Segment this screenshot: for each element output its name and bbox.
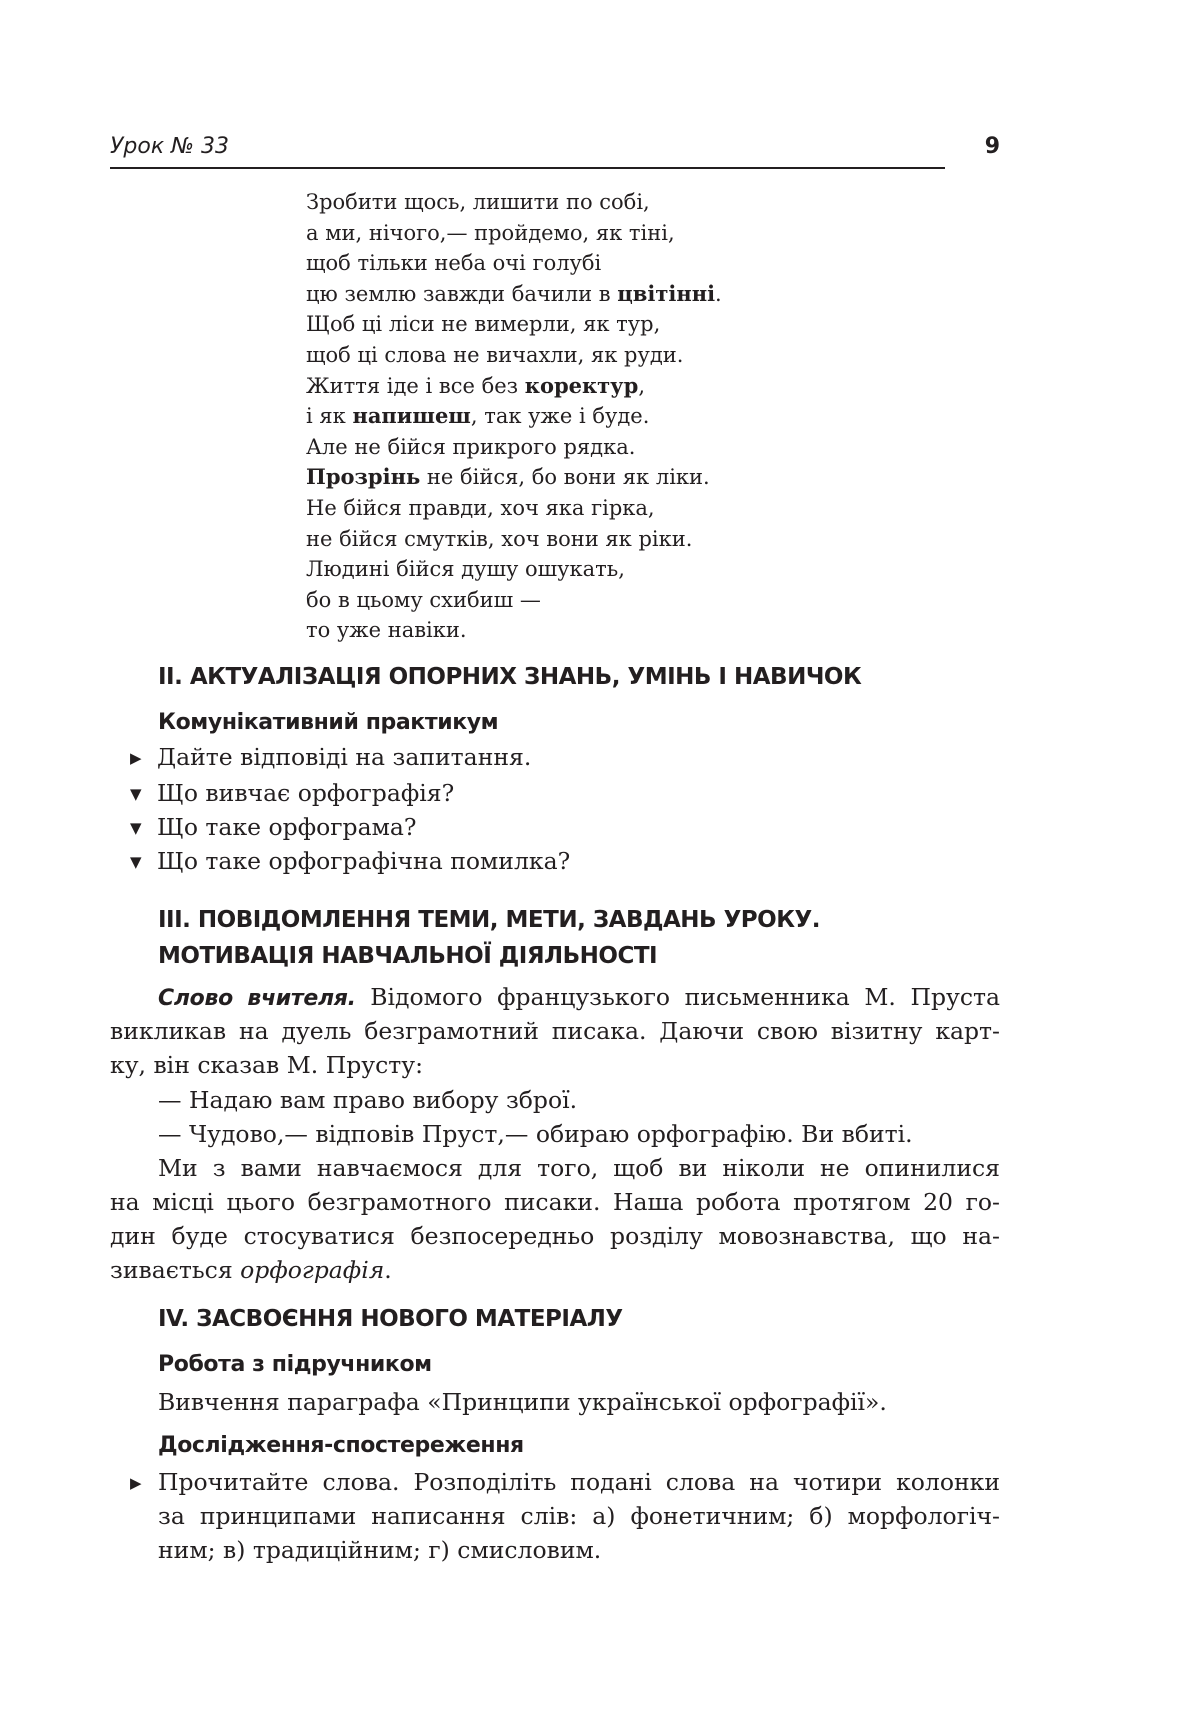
paragraph-line: Ми з вами навчаємося для того, щоб ви ніколи не опинилися: [158, 1154, 1000, 1182]
paragraph-line: ку, він сказав М. Прусту:: [110, 1051, 423, 1079]
paragraph-line: дин буде стосуватися безпосередньо розділу мовознавства, що на-: [110, 1222, 1000, 1250]
section-2-subheading: Комунікативний практикум: [158, 710, 499, 735]
poem-line: Але не бійся прикрого рядка.: [306, 434, 636, 459]
poem-line: а ми, нічого,— пройдемо, як тіні,: [306, 220, 675, 245]
paragraph-line: на місці цього безграмотного писаки. Наша робота протягом 20 го-: [110, 1188, 1000, 1216]
poem-line: Життя іде і все без коректур,: [306, 372, 645, 398]
paragraph-line: викликав на дуель безграмотний писака. Даючи свою візитну карт-: [110, 1017, 1000, 1045]
page-number: 9: [984, 134, 1000, 159]
section-4-title: IV. ЗАСВОЄННЯ НОВОГО МАТЕРІАЛУ: [158, 1306, 623, 1332]
poem-line: бо в цьому схибиш —: [306, 587, 541, 612]
section-4-subheading-1: Робота з підручником: [158, 1352, 432, 1377]
triangle-down-icon: ▼: [130, 853, 142, 871]
dialog-line: — Чудово,— відповів Пруст,— обираю орфографію. Ви вбиті.: [158, 1120, 913, 1148]
dialog-line: — Надаю вам право вибору зброї.: [158, 1086, 578, 1114]
poem: [306, 187, 722, 646]
arrow-right-icon: ▶: [130, 749, 142, 767]
teacher-word-label: Слово вчителя.: [158, 986, 356, 1011]
textbook-task: Вивчення параграфа «Принципи української орфографії».: [158, 1388, 887, 1416]
poem-line: Зробити щось, лишити по собі,: [306, 190, 650, 214]
paragraph-line: Слово вчителя. Відомого французького письменника М. Пруста: [158, 983, 1001, 1011]
section-3-title-line1: ІІІ. ПОВІДОМЛЕННЯ ТЕМИ, МЕТИ, ЗАВДАНЬ УРОКУ.: [158, 907, 820, 933]
poem-line: то уже навіки.: [306, 618, 467, 643]
poem-line: цю землю завжди бачили в цвітінні.: [306, 280, 722, 306]
task-line: ▶ Прочитайте слова. Розподіліть подані слова на чотири колонки: [130, 1465, 1000, 1500]
page-header: [110, 132, 1000, 168]
poem-line: і як напишеш, так уже і буде.: [306, 403, 650, 429]
task-line: за принципами написання слів: а) фонетичним; б) морфологіч-: [158, 1502, 1000, 1530]
poem-line: щоб тільки неба очі голубі: [306, 251, 602, 276]
header-rule: [110, 167, 945, 169]
triangle-down-icon: ▼: [130, 785, 142, 803]
poem-line: Не бійся правди, хоч яка гірка,: [306, 495, 655, 520]
task-line: ним; в) традиційним; г) смисловим.: [158, 1536, 602, 1564]
poem-line: не бійся смутків, хоч вони як ріки.: [306, 526, 693, 551]
section-3-title-line2: МОТИВАЦІЯ НАВЧАЛЬНОЇ ДІЯЛЬНОСТІ: [158, 943, 658, 969]
paragraph-line: зивається орфографія.: [110, 1256, 392, 1284]
section-2-title: ІІ. АКТУАЛІЗАЦІЯ ОПОРНИХ ЗНАНЬ, УМІНЬ І НАВИЧОК: [158, 664, 862, 690]
arrow-right-icon: ▶: [130, 1474, 142, 1492]
triangle-down-icon: ▼: [130, 819, 142, 837]
poem-line: щоб ці слова не вичахли, як руди.: [306, 342, 684, 367]
lesson-number: Урок № 33: [110, 134, 229, 159]
task-item: ▶ Дайте відповіді на запитання.: [130, 740, 531, 775]
poem-line: Прозрінь не бійся, бо вони як ліки.: [306, 464, 710, 490]
question-item: ▼ Що таке орфограма?: [130, 810, 417, 845]
question-item: ▼ Що вивчає орфографія?: [130, 776, 454, 811]
question-item: ▼ Що таке орфографічна помилка?: [130, 844, 570, 879]
section-4-subheading-2: Дослідження-спостереження: [158, 1433, 524, 1458]
poem-line: Людині бійся душу ошукать,: [306, 557, 625, 582]
poem-line: Щоб ці ліси не вимерли, як тур,: [306, 312, 661, 337]
